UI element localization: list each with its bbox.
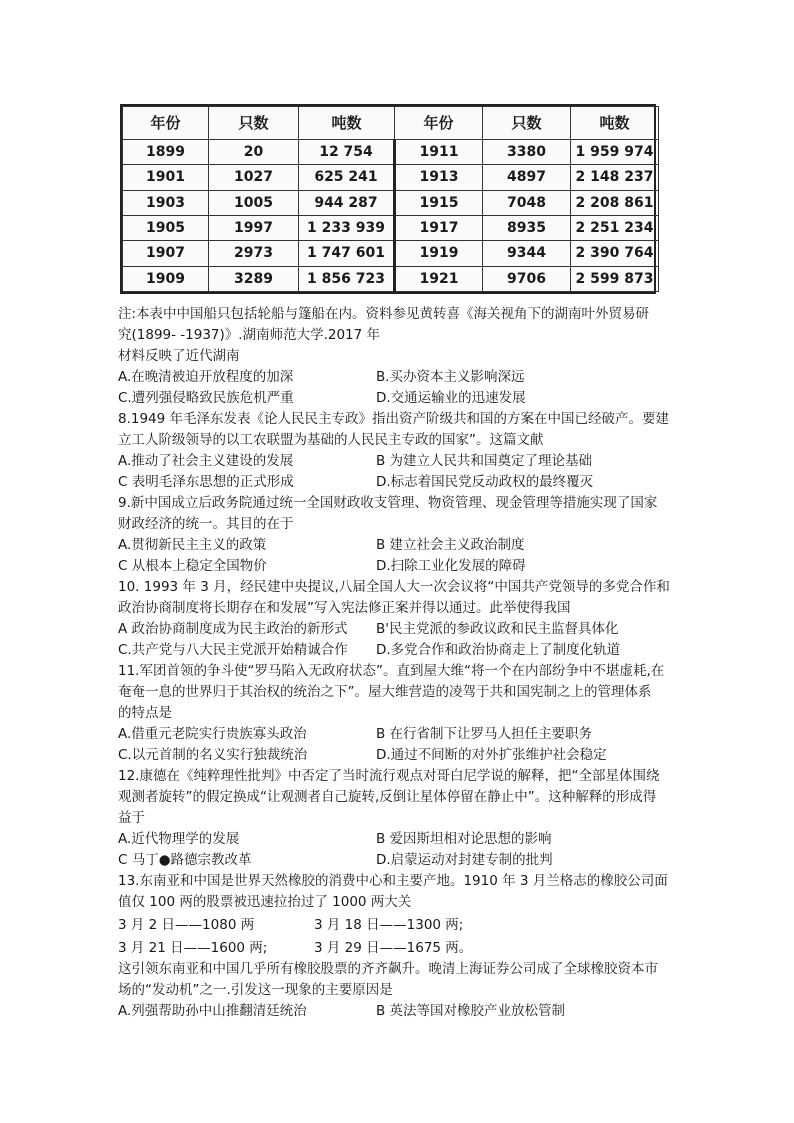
cell-count: 1997 [209,215,299,240]
cell-year: 1909 [123,266,209,291]
price-date: 3 月 21 日——1600 两; [118,940,268,956]
table-row [123,241,659,266]
option-b: B 建立社会主义政治制度 [376,537,525,553]
options-row [118,724,688,745]
header-year: 年份 [123,107,209,140]
cell-year: 1921 [395,266,483,291]
price-date: 3 月 18 日——1300 两; [314,917,464,933]
option-d: D.多党合作和政治协商走上了制度化轨道 [376,642,621,658]
table-note: 究(1899- -1937)》.湖南师范大学.2017 年 [118,327,381,343]
cell-year: 1911 [395,139,483,164]
options-row [118,556,688,577]
cell-tonnage: 944 287 [299,190,395,215]
cell-year: 1915 [395,190,483,215]
option-b: B'民主党派的参政议政和民主监督具体化 [376,621,619,637]
option-a: A.近代物理学的发展 [118,831,240,847]
cell-year: 1919 [395,241,483,266]
cell-tonnage: 2 148 237 [571,165,659,190]
options-row [118,451,688,472]
question-8-stem: 立工人阶级领导的以工农联盟为基础的人民民主专政的国家”。这篇文献 [118,432,544,448]
question-11-stem: 的特点是 [118,705,172,721]
cell-tonnage: 2 251 234 [571,215,659,240]
price-dates-row [118,913,688,936]
question-11-stem: 11.军团首领的争斗使“罗马陷入无政府状态”。直到屋大维“将一个在内部纷争中不堪虚耗,在 [118,663,665,679]
question-8-stem: 8.1949 年毛泽东发表《论人民民主专政》指出资产阶级共和国的方案在中国已经破产。要建 [118,411,670,427]
option-a: A.贯彻新民主主义的政策 [118,537,267,553]
ship-tonnage-table [122,106,659,292]
option-c: C.共产党与八大民主党派开始精诚合作 [118,642,348,658]
cell-count: 4897 [483,165,571,190]
option-c: C 从根本上稳定全国物价 [118,558,267,574]
options-row [118,829,688,850]
price-date: 3 月 2 日——1080 两 [118,917,255,933]
option-b: B 在行省制下让罗马人担任主要职务 [376,726,593,742]
option-d: D.交通运输业的迅速发展 [376,390,526,406]
header-tonnage: 吨数 [299,107,395,140]
option-a: A.借重元老院实行贵族寡头政治 [118,726,307,742]
cell-count: 3380 [483,139,571,164]
question-9-stem: 9.新中国成立后政务院通过统一全国财政收支管理、物资管理、现金管理等措施实现了国家 [118,495,658,511]
cell-year: 1905 [123,215,209,240]
options-row [118,535,688,556]
option-a: A.在晚清被迫开放程度的加深 [118,369,294,385]
option-a: A 政治协商制度成为民主政治的新形式 [118,621,348,637]
cell-count: 8935 [483,215,571,240]
cell-count: 1027 [209,165,299,190]
option-c: C 马丁●路德宗教改革 [118,852,252,868]
cell-tonnage: 2 208 861 [571,190,659,215]
option-a: A.推动了社会主义建设的发展 [118,453,294,469]
cell-tonnage: 1 747 601 [299,241,395,266]
option-d: D.启蒙运动对封建专制的批判 [376,852,553,868]
question-13-stem: 值仅 100 两的股票被迅速拉抬过了 1000 两大关 [118,894,412,910]
cell-year: 1907 [123,241,209,266]
cell-year: 1913 [395,165,483,190]
question-10-stem: 10. 1993 年 3 月，经民建中央提议,八届全国人大一次会议将“中国共产党领导的多党合作和 [118,579,670,595]
option-b: B 英法等国对橡胶产业放松管制 [376,1003,566,1019]
cell-tonnage: 2 599 873 [571,266,659,291]
question-12-stem: 益于 [118,810,145,826]
options-row [118,472,688,493]
question-11-stem: 奄奄一息的世界归于其治权的统治之下”。屋大维营造的凌驾于共和国宪制之上的管理体系 [118,684,652,700]
options-row [118,619,688,640]
options-row [118,367,688,388]
table-row [123,266,659,291]
question-10-stem: 政治协商制度将长期存在和发展”写入宪法修正案并得以通过。此举使得我国 [118,600,571,616]
table-note: 注:本表中中国船只包括轮船与篷船在内。资料参见黄转喜《海关视角下的湖南叶外贸易研 [118,306,650,322]
cell-count: 9706 [483,266,571,291]
cell-tonnage: 625 241 [299,165,395,190]
question-12-stem: 观测者旋转”的假定换成“让观测者自己旋转,反倒让星体停留在静止中”。这种解释的形成得 [118,789,657,805]
option-d: D.标志着国民党反动政权的最终覆灭 [376,474,594,490]
cell-count: 20 [209,139,299,164]
table-row [123,190,659,215]
options-row [118,640,688,661]
option-c: C 表明毛泽东思想的正式形成 [118,474,294,490]
cell-year: 1917 [395,215,483,240]
header-year: 年份 [395,107,483,140]
question-13-stem: 13.东南亚和中国是世界天然橡胶的消费中心和主要产地。1910 年 3 月兰格志的橡胶公司面 [118,873,668,889]
options-row [118,850,688,871]
options-row [118,1001,688,1022]
option-b: B.买办资本主义影响深远 [376,369,525,385]
cell-tonnage: 2 390 764 [571,241,659,266]
header-count: 只数 [209,107,299,140]
cell-count: 9344 [483,241,571,266]
cell-year: 1899 [123,139,209,164]
cell-tonnage: 1 856 723 [299,266,395,291]
cell-tonnage: 1 233 939 [299,215,395,240]
cell-year: 1903 [123,190,209,215]
option-d: D.通过不间断的对外扩张维护社会稳定 [376,747,607,763]
table-row [123,215,659,240]
header-count: 只数 [483,107,571,140]
cell-count: 1005 [209,190,299,215]
option-a: A.列强帮助孙中山推翻清廷统治 [118,1003,307,1019]
table-row [123,165,659,190]
cell-tonnage: 12 754 [299,139,395,164]
cell-count: 2973 [209,241,299,266]
table-row [123,139,659,164]
header-tonnage: 吨数 [571,107,659,140]
question-7-stem: 材料反映了近代湖南 [118,348,240,364]
cell-count: 7048 [483,190,571,215]
option-b: B 为建立人民共和国奠定了理论基础 [376,453,593,469]
price-dates-row [118,936,688,959]
table-header-row [123,107,659,140]
question-text [118,304,688,1022]
question-9-stem: 财政经济的统一。其目的在于 [118,516,294,532]
option-b: B 爱因斯坦相对论思想的影响 [376,831,552,847]
option-c: C.遭列强侵略致民族危机严重 [118,390,294,406]
cell-count: 3289 [209,266,299,291]
question-13-stem: 这引领东南亚和中国几乎所有橡胶股票的齐齐飙升。晚清上海证券公司成了全球橡胶资本市 [118,961,658,977]
cell-year: 1901 [123,165,209,190]
cell-tonnage: 1 959 974 [571,139,659,164]
option-c: C.以元首制的名义实行独裁统治 [118,747,308,763]
price-date: 3 月 29 日——1675 两。 [314,940,473,956]
question-13-stem: 场的“发动机”之一.引发这一现象的主要原因是 [118,982,393,998]
shipping-table [120,104,656,294]
question-12-stem: 12.康德在《纯粹理性批判》中否定了当时流行观点对哥白尼学说的解释，把“全部星体围绕 [118,768,660,784]
options-row [118,388,688,409]
options-row [118,745,688,766]
option-d: D.扫除工业化发展的障碍 [376,558,526,574]
